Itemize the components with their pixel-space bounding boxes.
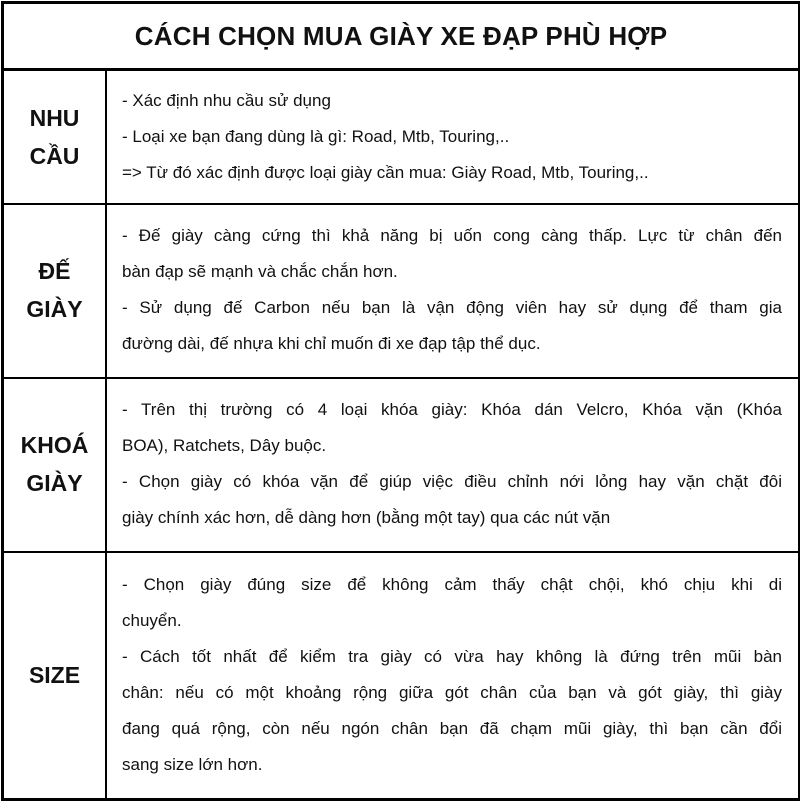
row-label-line: SIZE: [28, 661, 81, 688]
content-line: - Sử dụng đế Carbon nếu bạn là vận động viên hay sử dụng để tham gia: [122, 298, 782, 317]
table-row-needs: [4, 71, 798, 205]
page-title: CÁCH CHỌN MUA GIÀY XE ĐẠP PHÙ HỢP: [4, 4, 798, 71]
content-line: - Chọn giày đúng size để không cảm thấy chật chội, khó chịu khi di: [122, 574, 782, 594]
row-content: [122, 551, 782, 798]
row-label-line: GIÀY: [26, 470, 83, 496]
content-line: - Trên thị trường có 4 loại khóa giày: Khóa dán Velcro, Khóa vặn (Khóa: [122, 400, 782, 419]
content-line: - Chọn giày có khóa vặn để giúp việc điều chỉnh nới lỏng hay vặn chặt đôi: [122, 472, 782, 491]
row-content: [122, 71, 782, 203]
content-line: chuyển.: [122, 610, 182, 630]
content-line: bàn đạp sẽ mạnh và chắc chắn hơn.: [122, 262, 398, 281]
content-line: giày chính xác hơn, dễ dàng hơn (bằng một tay) qua các nút vặn: [122, 508, 611, 527]
row-label-line: NHU: [29, 105, 80, 131]
row-label-line: KHOÁ: [20, 432, 89, 458]
content-line: sang size lớn hơn.: [122, 754, 263, 774]
row-label-line: ĐẾ: [38, 258, 71, 284]
table-row-size: [4, 551, 798, 798]
content-line: đang quá rộng, còn nếu ngón chân bạn đã chạm mũi giày, thì bạn cần đổi: [122, 718, 782, 738]
content-line: chân: nếu có một khoảng rộng giữa gót chân của bạn và gót giày, thì giày: [122, 682, 782, 702]
row-content: [122, 203, 782, 377]
content-line: - Xác định nhu cầu sử dụng: [122, 91, 331, 110]
row-label: [4, 377, 107, 551]
row-label-line: CẦU: [29, 143, 80, 169]
guide-table: [1, 1, 800, 801]
content-line: đường dài, đế nhựa khi chỉ muốn đi xe đạp tập thể dục.: [122, 334, 541, 353]
content-line: - Loại xe bạn đang dùng là gì: Road, Mtb, Touring,..: [122, 127, 510, 146]
table-row-closure: [4, 377, 798, 553]
row-label: [4, 203, 107, 377]
row-label: [4, 71, 107, 203]
content-line: => Từ đó xác định được loại giày cần mua: Giày Road, Mtb, Touring,..: [122, 163, 649, 182]
table-row-sole: [4, 203, 798, 379]
row-label-line: GIÀY: [26, 296, 83, 322]
content-line: - Đế giày càng cứng thì khả năng bị uốn cong càng thấp. Lực từ chân đến: [122, 226, 782, 245]
content-line: BOA), Ratchets, Dây buộc.: [122, 436, 327, 455]
row-content: [122, 377, 782, 551]
content-line: - Cách tốt nhất để kiểm tra giày có vừa hay không là đứng trên mũi bàn: [122, 646, 782, 666]
row-label: [4, 551, 107, 798]
